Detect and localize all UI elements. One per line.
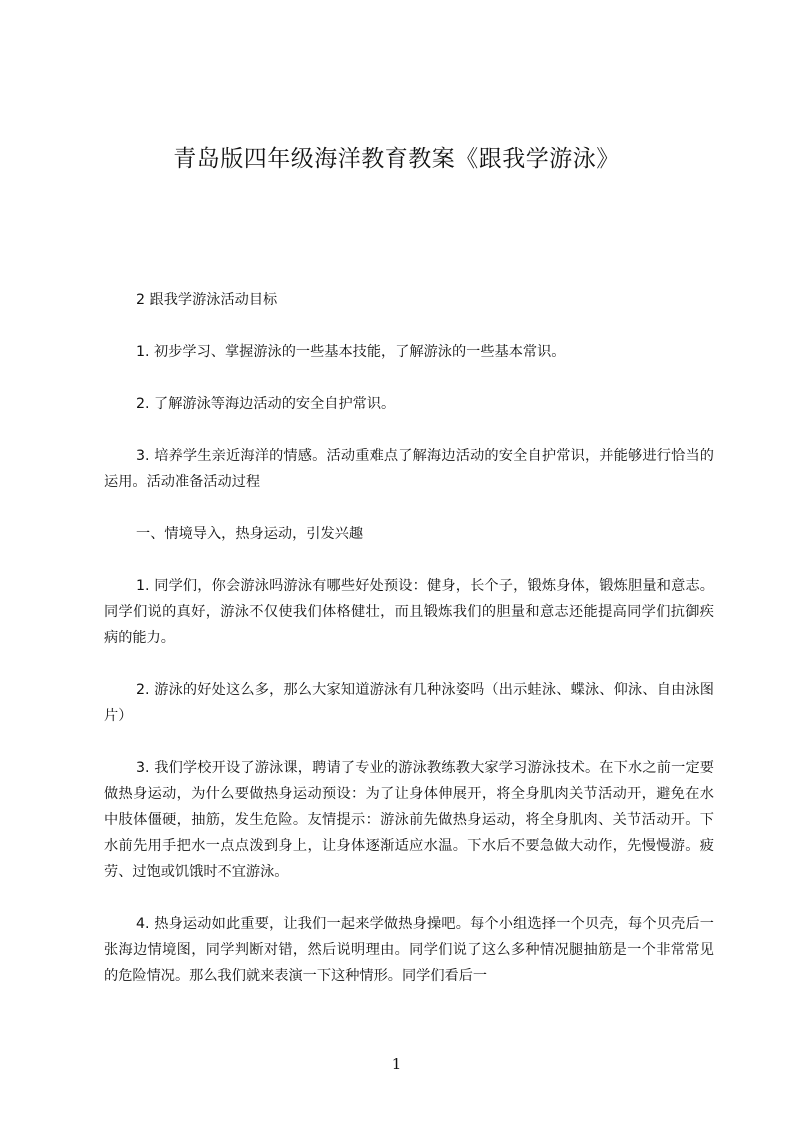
intro-step-4: 4. 热身运动如此重要，让我们一起来学做热身操吧。每个小组选择一个贝壳，每个贝壳后一张海边情境图，同学判断对错，然后说明理由。同学们说了这么多种情况腿抽筋是一个非常常见的危险情况。那么我们就来表演一下这种情形。同学们看后一	[104, 916, 714, 984]
section-heading-goals: 2 跟我学游泳活动目标	[136, 292, 278, 308]
intro-step-3: 3. 我们学校开设了游泳课，聘请了专业的游泳教练教大家学习游泳技术。在下水之前一定要做热身运动，为什么要做热身运动预设：为了让身体伸展开，将全身肌肉关节活动开，避免在水中肢体僵硬，抽筋，发生危险。友情提示：游泳前先做热身运动，将全身肌肉、关节活动开。下水前先用手把水一点点泼到身上，让身体逐渐适应水温。下水后不要急做大动作，先慢慢游。疲劳、过饱或饥饿时不宜游泳。	[104, 760, 714, 880]
goal-item-2: 2. 了解游泳等海边活动的安全自护常识。	[136, 396, 396, 412]
intro-step-2: 2. 游泳的好处这么多，那么大家知道游泳有几种泳姿吗（出示蛙泳、蝶泳、仰泳、自由泳图片）	[104, 682, 714, 724]
section-heading-intro: 一、情境导入，热身运动，引发兴趣	[136, 526, 364, 542]
document-title: 青岛版四年级海洋教育教案《跟我学游泳》	[173, 146, 620, 172]
intro-step-1: 1. 同学们，你会游泳吗游泳有哪些好处预设：健身，长个子，锻炼身体，锻炼胆量和意志。同学们说的真好，游泳不仅使我们体格健壮，而且锻炼我们的胆量和意志还能提高同学们抗御疾病的能力。	[104, 578, 714, 646]
goal-item-3: 3. 培养学生亲近海洋的情感。活动重难点了解海边活动的安全自护常识，并能够进行恰当的运用。活动准备活动过程	[104, 448, 714, 490]
goal-item-1: 1. 初步学习、掌握游泳的一些基本技能，了解游泳的一些基本常识。	[136, 344, 566, 360]
page-number: 1	[391, 1055, 402, 1073]
document-body	[104, 287, 714, 1015]
